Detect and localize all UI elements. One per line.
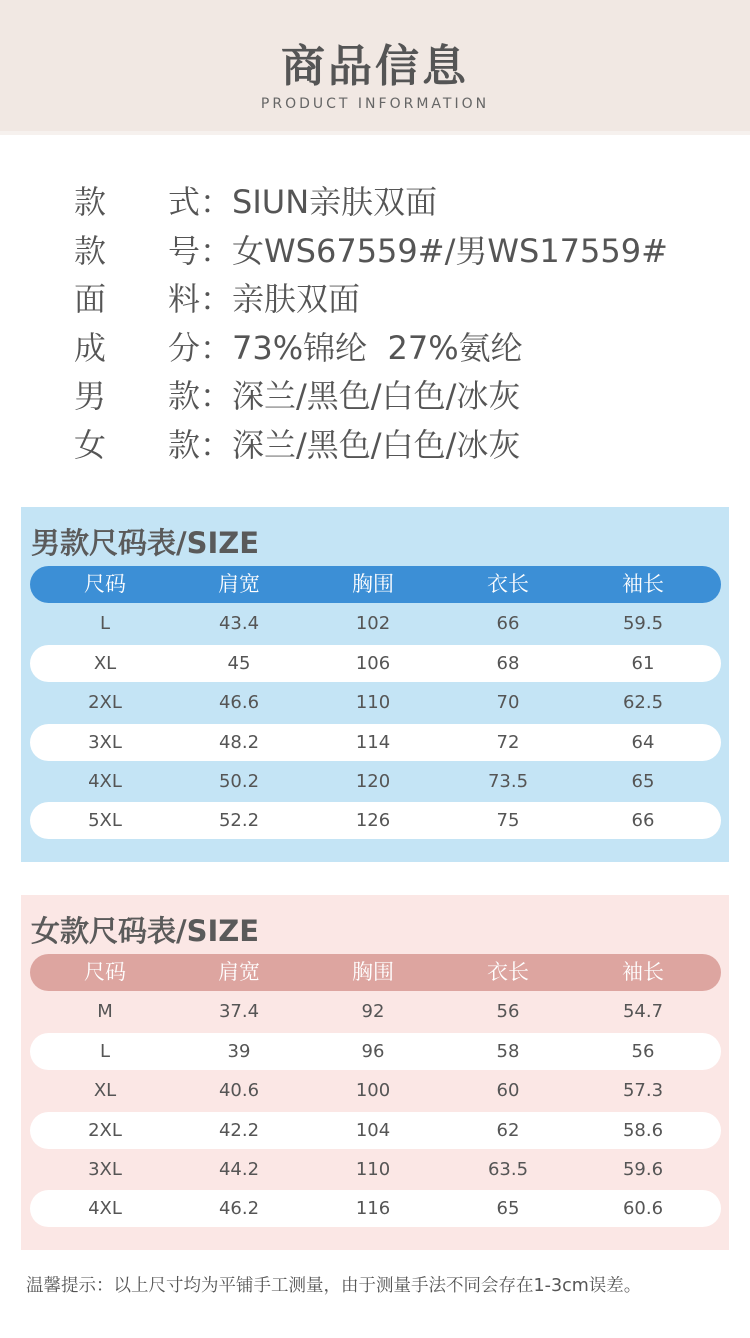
table-cell: 72	[496, 731, 520, 753]
women-size-panel	[21, 895, 729, 1250]
info-label: 面	[74, 280, 107, 318]
table-cell: 65	[496, 1198, 520, 1220]
table-cell: L	[99, 613, 111, 635]
header-divider	[0, 131, 750, 135]
table-cell: 120	[355, 770, 391, 792]
table-cell: 46.6	[218, 692, 260, 714]
table-cell: 2XL	[88, 692, 122, 714]
table-cell: 110	[355, 692, 391, 714]
table-cell: 60.6	[622, 1198, 664, 1220]
table-cell: 100	[355, 1080, 391, 1102]
table-cell: 110	[355, 1158, 391, 1180]
info-colon: ：	[200, 231, 233, 270]
table-cell: 44.2	[218, 1158, 260, 1180]
table-cell: 39	[227, 1040, 251, 1062]
table-cell: 4XL	[88, 1198, 122, 1220]
info-row-men-colors	[74, 372, 668, 421]
info-row-women-colors	[74, 421, 668, 470]
table-cell: 102	[355, 613, 391, 635]
header-cell: 尺码	[84, 572, 126, 596]
table-cell: 56	[496, 1001, 520, 1023]
table-cell: 114	[355, 731, 391, 753]
table-cell: 62	[496, 1119, 520, 1141]
table-row	[30, 1112, 721, 1149]
info-colon: ：	[200, 280, 233, 318]
table-cell: 5XL	[88, 810, 122, 832]
table-cell: 126	[355, 810, 391, 832]
table-cell: 96	[361, 1040, 385, 1062]
header-cell: 衣长	[487, 960, 529, 984]
table-header-row	[30, 566, 721, 603]
table-cell: L	[99, 1040, 111, 1062]
table-cell: 4XL	[88, 770, 122, 792]
info-value: 73%锦纶 27%氨纶	[232, 328, 523, 367]
table-cell: 43.4	[218, 613, 260, 635]
table-cell: 3XL	[88, 731, 122, 753]
table-cell: 3XL	[88, 1158, 122, 1180]
info-colon: ：	[200, 183, 233, 221]
table-cell: 73.5	[487, 770, 529, 792]
table-row	[30, 1190, 721, 1227]
table-cell: 42.2	[218, 1119, 260, 1141]
info-row-style	[74, 178, 668, 227]
info-label: 款	[74, 231, 107, 270]
table-cell: 2XL	[88, 1119, 122, 1141]
page-subtitle: PRODUCT INFORMATION	[260, 96, 490, 112]
info-row-composition	[74, 324, 668, 373]
table-cell: 46.2	[218, 1198, 260, 1220]
women-size-table	[30, 954, 721, 1230]
table-cell: 54.7	[622, 1001, 664, 1023]
info-row-number	[74, 227, 668, 276]
info-value: 亲肤双面	[232, 280, 361, 318]
info-label: 女	[74, 425, 107, 464]
table-row	[30, 724, 721, 761]
header-cell: 尺码	[84, 960, 126, 984]
table-row	[30, 1151, 721, 1188]
table-cell: 66	[496, 613, 520, 635]
info-label: 款	[167, 425, 200, 464]
header-cell: 袖长	[622, 960, 664, 984]
table-cell: 59.6	[622, 1158, 664, 1180]
info-label: 式	[167, 183, 200, 221]
table-cell: 52.2	[218, 810, 260, 832]
info-row-fabric	[74, 275, 668, 324]
header-cell: 袖长	[622, 572, 664, 596]
table-cell: 75	[496, 810, 520, 832]
table-cell: 59.5	[622, 613, 664, 635]
table-cell: 58.6	[622, 1119, 664, 1141]
header-cell: 衣长	[487, 572, 529, 596]
table-cell: 116	[355, 1198, 391, 1220]
info-colon: ：	[200, 425, 233, 464]
page-title: 商品信息	[281, 41, 469, 92]
page-header	[0, 0, 750, 131]
women-size-title: 女款尺码表/SIZE	[31, 914, 260, 948]
info-colon: ：	[200, 377, 233, 415]
table-cell: 106	[355, 652, 391, 674]
info-value: 女WS67559#/男WS17559#	[232, 231, 668, 270]
table-cell: XL	[93, 652, 117, 674]
table-cell: 56	[631, 1040, 655, 1062]
table-cell: XL	[93, 1080, 117, 1102]
table-cell: M	[97, 1001, 113, 1023]
men-size-table	[30, 566, 721, 842]
table-cell: 48.2	[218, 731, 260, 753]
table-cell: 61	[631, 652, 655, 674]
table-cell: 66	[631, 810, 655, 832]
table-row	[30, 645, 721, 682]
table-row	[30, 802, 721, 839]
header-cell: 肩宽	[218, 960, 260, 984]
info-label: 款	[74, 183, 107, 221]
info-colon: ：	[200, 328, 233, 367]
table-row	[30, 684, 721, 721]
info-label: 分	[167, 328, 200, 367]
table-row	[30, 763, 721, 800]
table-cell: 63.5	[487, 1158, 529, 1180]
table-row	[30, 1033, 721, 1070]
table-cell: 60	[496, 1080, 520, 1102]
info-value: SIUN亲肤双面	[232, 183, 438, 221]
measurement-note: 温馨提示：以上尺寸均为平铺手工测量，由于测量手法不同会存在1-3cm误差。	[26, 1276, 642, 1296]
header-cell: 肩宽	[218, 572, 260, 596]
header-cell: 胸围	[352, 960, 394, 984]
info-label: 男	[74, 377, 107, 415]
info-label: 成	[74, 328, 107, 367]
table-cell: 64	[631, 731, 655, 753]
men-size-title: 男款尺码表/SIZE	[31, 526, 260, 560]
table-cell: 40.6	[218, 1080, 260, 1102]
table-cell: 70	[496, 692, 520, 714]
table-row	[30, 1072, 721, 1109]
table-cell: 62.5	[622, 692, 664, 714]
table-cell: 68	[496, 652, 520, 674]
men-size-panel	[21, 507, 729, 862]
table-row	[30, 605, 721, 642]
info-label: 料	[167, 280, 200, 318]
table-cell: 58	[496, 1040, 520, 1062]
table-cell: 37.4	[218, 1001, 260, 1023]
header-cell: 胸围	[352, 572, 394, 596]
table-header-row	[30, 954, 721, 991]
table-cell: 104	[355, 1119, 391, 1141]
table-row	[30, 993, 721, 1030]
table-cell: 92	[361, 1001, 385, 1023]
table-cell: 45	[227, 652, 251, 674]
info-value: 深兰/黑色/白色/冰灰	[232, 377, 521, 415]
info-value: 深兰/黑色/白色/冰灰	[232, 425, 521, 464]
info-label: 号	[167, 231, 200, 270]
info-label: 款	[167, 377, 200, 415]
table-cell: 57.3	[622, 1080, 664, 1102]
table-cell: 65	[631, 770, 655, 792]
table-cell: 50.2	[218, 770, 260, 792]
product-info-list	[74, 178, 668, 469]
